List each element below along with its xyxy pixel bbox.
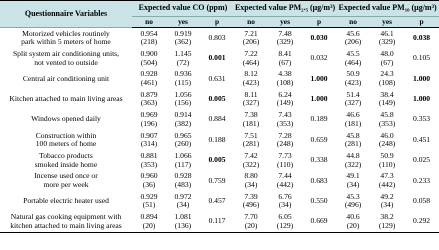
pm10-no-value: 50.9: [346, 69, 360, 79]
variable-label-line: more per week: [43, 179, 89, 189]
pm10-no-value: 45.3: [346, 191, 360, 201]
pm10-yes-value: 46.1: [380, 28, 394, 38]
pm25-yes-count: (353): [276, 118, 294, 128]
pm25-yes-value: 4.38: [278, 69, 292, 79]
variable-label-line: Construction within: [35, 130, 97, 140]
table-row: [0, 150, 439, 170]
pm25-yes-cell: [268, 110, 302, 130]
pm10-no-cell: [336, 191, 370, 211]
pm10-no-value: 45.5: [346, 48, 360, 58]
pm10-yes-cell: [370, 150, 404, 170]
pm10-no-value: 40.6: [346, 212, 360, 222]
pm10-no-count: (322): [344, 159, 362, 169]
co-p-value: 0.005: [208, 94, 226, 104]
variable-label-line: Central air conditioning unit: [22, 73, 110, 83]
pm25-no-count: (281): [242, 139, 260, 149]
pm25-no-value: 7.22: [244, 48, 258, 58]
pm10-yes-count: (108): [378, 77, 396, 87]
co-no-cell: [132, 150, 166, 170]
co-no-cell: [132, 212, 166, 233]
pm25-no-value: 7.38: [244, 110, 258, 120]
co-no-count: (353): [140, 159, 158, 169]
pm10-yes-count: (442): [378, 179, 396, 189]
co-yes-count: (72): [176, 57, 190, 67]
co-no-cell: [132, 110, 166, 130]
pm10-yes-count: (329): [378, 37, 396, 47]
pm10-yes-cell: [370, 69, 404, 89]
variable-label-line: Tobacco products: [39, 150, 93, 160]
co-yes-value: 0.919: [174, 28, 192, 38]
pm10-no-count: (181): [344, 118, 362, 128]
pm10-p-value: 0.292: [404, 212, 439, 233]
co-p-value: 0.631: [208, 73, 226, 83]
pm10-no-cell: [336, 48, 370, 68]
pm10-p-header: p: [404, 17, 439, 28]
co-no-cell: [132, 69, 166, 89]
pm25-no-count: (464): [242, 57, 260, 67]
pm25-no-cell: [234, 28, 268, 49]
pm25-yes-count: (129): [276, 220, 294, 230]
co-no-value: 0.900: [140, 48, 158, 58]
co-p-value: 0.884: [208, 114, 226, 124]
co-p-value: 0.005: [208, 155, 226, 165]
pm10-yes-cell: [370, 110, 404, 130]
pm25-yes-cell: [268, 171, 302, 191]
pm10-p-value: 1.000: [413, 94, 431, 104]
co-no-cell: [132, 48, 166, 68]
pm25-no-value: 7.39: [244, 191, 258, 201]
pm25-no-cell: [234, 89, 268, 109]
co-yes-value: 1.056: [174, 89, 192, 99]
co-no-value: 0.960: [140, 171, 158, 181]
co-no-value: 0.894: [140, 212, 158, 222]
pm25-yes-header: yes: [268, 17, 302, 28]
pm25-yes-cell: [268, 130, 302, 150]
variable-label: [0, 150, 132, 170]
co-no-value: 0.929: [140, 191, 158, 201]
pm10-p-value: 0.233: [413, 175, 431, 185]
co-no-value: 0.969: [140, 110, 158, 120]
pm25-no-count: (322): [242, 159, 260, 169]
pm25-no-count: (423): [242, 77, 260, 87]
variable-label: [0, 89, 132, 109]
co-no-value: 0.907: [140, 130, 158, 140]
pm25-p-value: 0.030: [310, 32, 328, 42]
variable-label: [0, 212, 132, 233]
table-body: [0, 28, 439, 233]
co-no-value: 0.928: [140, 69, 158, 79]
pm25-no-value: 7.70: [244, 212, 258, 222]
pm10-yes-cell: [370, 171, 404, 191]
co-yes-cell: [166, 191, 200, 211]
pm25-no-cell: [234, 48, 268, 68]
pm25-yes-count: (329): [276, 37, 294, 47]
co-no-count: (20): [142, 220, 156, 230]
pm10-yes-count: (149): [378, 98, 396, 108]
pm10-p-value: 0.038: [413, 32, 431, 42]
table-row: [0, 48, 439, 68]
co-yes-count: (362): [174, 37, 192, 47]
co-yes-cell: [166, 69, 200, 89]
pm25-yes-value: 6.76: [278, 191, 292, 201]
pm25-no-header: no: [234, 17, 268, 28]
pm25-yes-cell: [268, 89, 302, 109]
pm10-yes-value: 46.0: [380, 130, 394, 140]
pm10-no-count: (34): [346, 179, 360, 189]
pm10-p-value: 0.058: [413, 196, 431, 206]
pm25-p-value: 1.000: [310, 73, 328, 83]
co-p-value: 0.001: [208, 53, 226, 63]
co-no-value: 0.954: [140, 28, 158, 38]
pm25-p-value: 0.683: [310, 175, 328, 185]
header-row: [0, 1, 439, 17]
co-yes-value: 0.928: [174, 171, 192, 181]
variable-label: [0, 191, 132, 211]
pm25-yes-value: 8.41: [278, 48, 292, 58]
pm25-no-count: (496): [242, 200, 260, 210]
co-yes-value: 0.936: [174, 69, 192, 79]
pm25-yes-value: 7.48: [278, 28, 292, 38]
co-yes-count: (260): [174, 139, 192, 149]
co-yes-count: (136): [174, 220, 192, 230]
co-no-count: (36): [142, 179, 156, 189]
co-yes-cell: [166, 171, 200, 191]
pm10-p-value: 0.105: [413, 53, 431, 63]
pm25-no-cell: [234, 130, 268, 150]
pm10-no-count: (423): [344, 77, 362, 87]
pm25-yes-count: (67): [278, 57, 292, 67]
pm10-no-count: (496): [344, 200, 362, 210]
pm10-no-count: (281): [344, 139, 362, 149]
co-yes-value: 1.145: [174, 48, 192, 58]
co-yes-cell: [166, 28, 200, 49]
pm25-yes-cell: [268, 48, 302, 68]
pm10-yes-value: 50.9: [380, 150, 394, 160]
variable-label-line: smoked inside home: [34, 159, 98, 169]
pm25-group-header: Expected value PM₂.₅ (μg/m³): [234, 1, 336, 17]
co-no-count: (196): [140, 118, 158, 128]
variable-label-line: park within 5 meters of home: [21, 37, 111, 47]
pm10-no-value: 45.8: [346, 130, 360, 140]
pm25-yes-cell: [268, 212, 302, 233]
pm25-p-header: p: [302, 17, 336, 28]
co-p-value: 0.117: [200, 212, 234, 233]
co-yes-value: 0.972: [174, 191, 192, 201]
pm10-no-cell: [336, 89, 370, 109]
pm25-no-value: 8.12: [244, 69, 258, 79]
pm10-no-cell: [336, 110, 370, 130]
co-yes-cell: [166, 110, 200, 130]
pm10-no-count: (464): [344, 57, 362, 67]
co-no-count: (504): [140, 57, 158, 67]
pm10-p-value: 0.451: [413, 134, 431, 144]
pm25-no-count: (206): [242, 37, 260, 47]
pm25-no-value: 7.51: [244, 130, 258, 140]
pm10-yes-cell: [370, 48, 404, 68]
co-no-cell: [132, 130, 166, 150]
co-yes-count: (156): [174, 98, 192, 108]
pm10-yes-cell: [370, 130, 404, 150]
co-yes-value: 0.965: [174, 130, 192, 140]
co-no-cell: [132, 171, 166, 191]
co-no-cell: [132, 28, 166, 49]
co-yes-count: (115): [174, 77, 192, 87]
pm25-yes-cell: [268, 150, 302, 170]
pm10-yes-cell: [370, 28, 404, 49]
co-no-count: (363): [140, 98, 158, 108]
pm10-p-value: 0.353: [413, 114, 431, 124]
pm25-yes-count: (149): [276, 98, 294, 108]
pm25-no-cell: [234, 110, 268, 130]
co-yes-cell: [166, 130, 200, 150]
pm25-yes-value: 6.05: [278, 212, 292, 222]
co-yes-count: (382): [174, 118, 192, 128]
pm10-no-cell: [336, 212, 370, 233]
table-row: [0, 130, 439, 150]
variable-label-line: Natural gas cooking equipment with: [10, 212, 122, 222]
variable-label-line: Split system air conditioning units,: [12, 48, 120, 58]
pm10-yes-count: (129): [378, 220, 396, 230]
variable-label-line: 100 meters of home: [35, 139, 97, 149]
pm10-no-count: (327): [344, 98, 362, 108]
pm10-yes-value: 45.8: [380, 110, 394, 120]
pm10-no-value: 49.1: [346, 171, 360, 181]
questionnaire-variables-header: Questionnaire Variables: [0, 1, 132, 28]
co-yes-header: yes: [166, 17, 200, 28]
co-no-cell: [132, 191, 166, 211]
pm25-no-cell: [234, 150, 268, 170]
pm10-no-value: 46.6: [346, 110, 360, 120]
pm25-yes-value: 7.43: [278, 110, 292, 120]
pm25-no-cell: [234, 69, 268, 89]
co-yes-cell: [166, 89, 200, 109]
co-group-header: Expected value CO (ppm): [132, 1, 234, 17]
pm25-yes-value: 6.24: [278, 89, 292, 99]
table-row: [0, 28, 439, 49]
pm25-yes-cell: [268, 191, 302, 211]
table-row: [0, 191, 439, 211]
pm25-p-value: 0.338: [310, 155, 328, 165]
pm25-yes-value: 7.28: [278, 130, 292, 140]
co-yes-value: 1.081: [174, 212, 192, 222]
pm25-no-value: 7.21: [244, 28, 258, 38]
pm25-yes-value: 7.73: [278, 150, 292, 160]
co-p-value: 0.188: [208, 134, 226, 144]
co-no-count: (314): [140, 139, 158, 149]
pm25-no-count: (20): [244, 220, 258, 230]
pm25-p-value: 0.669: [302, 212, 336, 233]
table-row: [0, 69, 439, 89]
co-no-value: 0.881: [140, 150, 158, 160]
co-p-value: 0.457: [208, 196, 226, 206]
variable-label-line: not vented to outside: [34, 57, 98, 67]
pm25-yes-cell: [268, 69, 302, 89]
pm10-yes-value: 38.4: [380, 89, 394, 99]
variable-label: [0, 48, 132, 68]
pm10-no-value: 51.4: [346, 89, 360, 99]
pm25-no-value: 8.11: [244, 89, 258, 99]
pm10-yes-count: (248): [378, 139, 396, 149]
co-p-header: p: [200, 17, 234, 28]
pm25-p-value: 0.189: [310, 114, 328, 124]
pm10-no-cell: [336, 28, 370, 49]
pm10-no-cell: [336, 171, 370, 191]
pm10-yes-count: (110): [378, 159, 396, 169]
variable-label-line: Incense used once or: [34, 171, 98, 181]
variable-label-line: kitchen attached to main living areas: [10, 220, 122, 230]
pm10-yes-cell: [370, 191, 404, 211]
co-no-value: 0.879: [140, 89, 158, 99]
pm10-p-value: 1.000: [413, 73, 431, 83]
pm10-no-value: 44.8: [346, 150, 360, 160]
co-no-count: (461): [140, 77, 158, 87]
variable-label-line: Motorized vehicles routinely: [22, 28, 110, 38]
pm10-yes-value: 49.2: [380, 191, 394, 201]
pm10-no-header: no: [336, 17, 370, 28]
pm25-p-value: 0.659: [310, 134, 328, 144]
pm10-yes-count: (34): [380, 200, 394, 210]
pm25-no-cell: [234, 212, 268, 233]
pm25-yes-count: (34): [278, 200, 292, 210]
pm10-yes-value: 24.3: [380, 69, 394, 79]
pm25-no-cell: [234, 171, 268, 191]
table-row: [0, 89, 439, 109]
pm10-no-cell: [336, 130, 370, 150]
pm25-no-count: (181): [242, 118, 260, 128]
pm10-no-count: (20): [346, 220, 360, 230]
co-no-count: (218): [140, 37, 158, 47]
co-yes-value: 0.914: [174, 110, 192, 120]
co-yes-cell: [166, 150, 200, 170]
pm25-yes-count: (110): [276, 159, 294, 169]
pm25-yes-count: (248): [276, 139, 294, 149]
pm25-yes-cell: [268, 28, 302, 49]
co-no-count: (51): [142, 200, 156, 210]
co-p-value: 0.803: [208, 32, 226, 42]
co-yes-value: 1.066: [174, 150, 192, 160]
pm10-no-count: (206): [344, 37, 362, 47]
table-row: [0, 171, 439, 191]
variable-label: [0, 130, 132, 150]
pm25-yes-count: (108): [276, 77, 294, 87]
table-row: [0, 110, 439, 130]
pm10-no-value: 45.6: [346, 28, 360, 38]
co-yes-count: (483): [174, 179, 192, 189]
pm10-p-value: 0.025: [413, 155, 431, 165]
co-yes-cell: [166, 48, 200, 68]
table-row: [0, 212, 439, 233]
pm10-no-cell: [336, 69, 370, 89]
pm25-p-value: 1.000: [310, 94, 328, 104]
pm10-yes-value: 38.2: [380, 212, 394, 222]
variable-label: [0, 28, 132, 49]
pm25-no-count: (34): [244, 179, 258, 189]
co-no-header: no: [132, 17, 166, 28]
variable-label: [0, 110, 132, 130]
pm25-no-value: 8.80: [244, 171, 258, 181]
variable-label-line: Kitchen attached to main living areas: [9, 94, 123, 104]
pm25-p-value: 0.032: [310, 53, 328, 63]
co-no-cell: [132, 89, 166, 109]
pm10-yes-value: 48.0: [380, 48, 394, 58]
pm10-yes-cell: [370, 212, 404, 233]
pm25-no-value: 7.42: [244, 150, 258, 160]
pm10-group-header: Expected value PM₁₀ (μg/m³): [336, 1, 439, 17]
pm10-yes-count: (67): [380, 57, 394, 67]
pm10-no-cell: [336, 150, 370, 170]
co-yes-count: (117): [174, 159, 192, 169]
pm25-yes-value: 7.44: [278, 171, 292, 181]
pm25-p-value: 0.550: [310, 196, 328, 206]
pm10-yes-count: (353): [378, 118, 396, 128]
pm25-yes-count: (442): [276, 179, 294, 189]
variable-label-line: Windows opened daily: [31, 114, 101, 124]
variable-label: [0, 69, 132, 89]
co-p-value: 0.759: [208, 175, 226, 185]
pm10-yes-cell: [370, 89, 404, 109]
variable-label-line: Portable electric heater used: [23, 196, 109, 206]
variable-label: [0, 171, 132, 191]
co-yes-count: (34): [176, 200, 190, 210]
co-yes-cell: [166, 212, 200, 233]
pm10-yes-value: 47.3: [380, 171, 394, 181]
pm25-no-count: (327): [242, 98, 260, 108]
pm25-no-cell: [234, 191, 268, 211]
pm10-yes-header: yes: [370, 17, 404, 28]
